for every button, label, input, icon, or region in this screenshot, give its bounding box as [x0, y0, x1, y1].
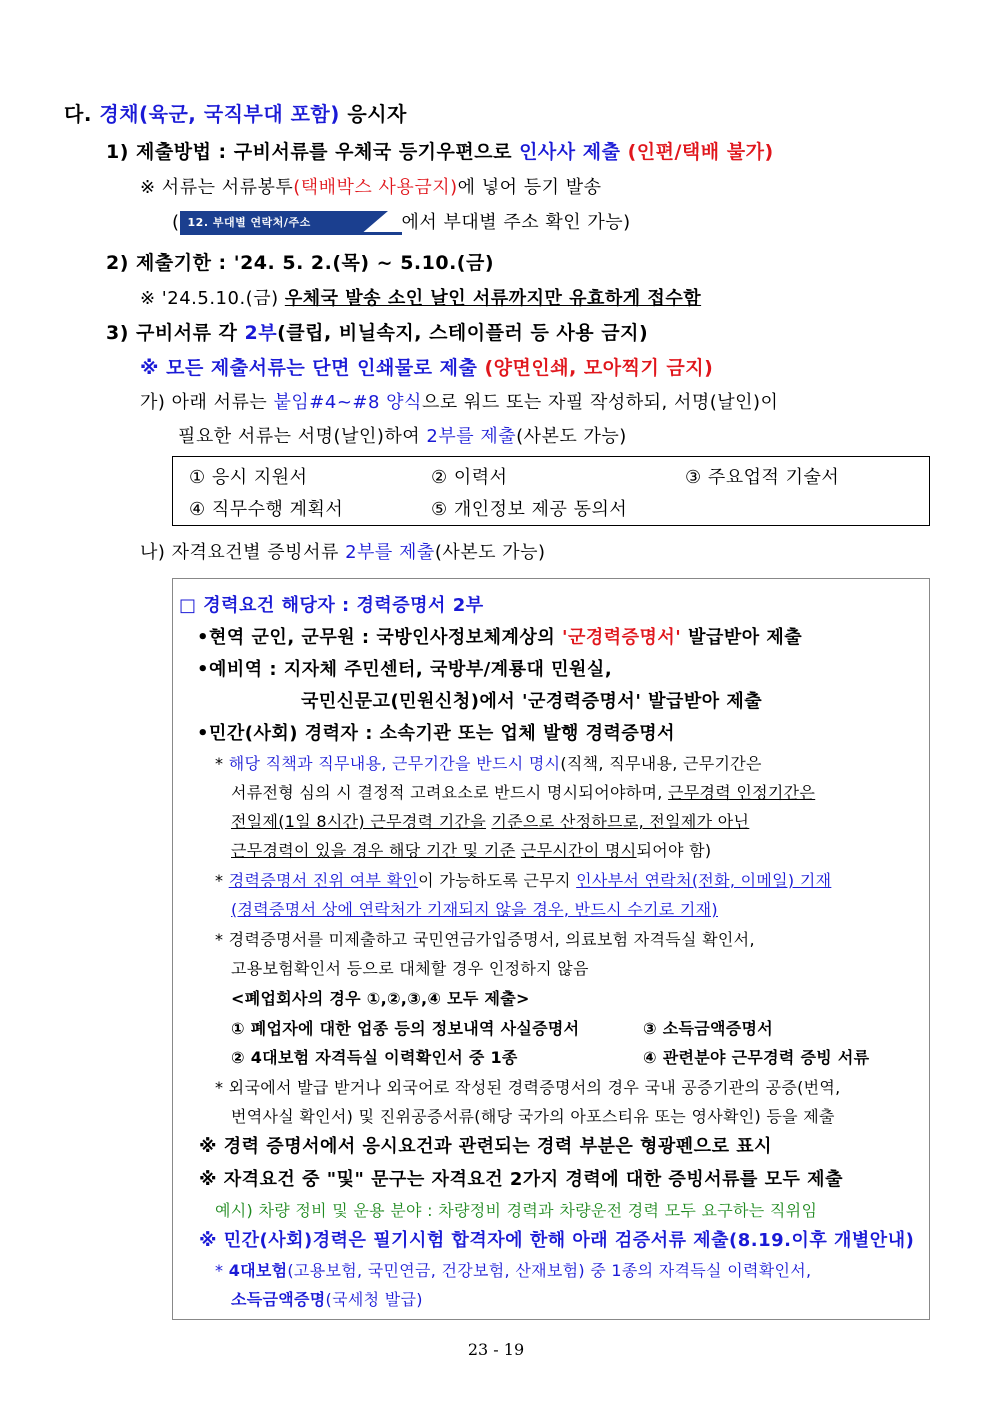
- closed-doc-3: ③ 소득금액증명서: [643, 1019, 774, 1038]
- note-verification: ※ 민간(사회)경력은 필기시험 합격자에 한해 아래 검증서류 제출(8.19.이후 개별안내): [199, 1230, 915, 1251]
- sub2-line2: (경력증명서 상에 연락처가 기재되지 않을 경우, 반드시 수기로 기재): [231, 900, 718, 919]
- bullet-reserve-cont: 국민신문고(민원신청)에서 '군경력증명서' 발급받아 제출: [301, 691, 763, 712]
- example-line: 예시) 차량 정비 및 운용 분야 : 차량정비 경력과 차량운전 경력 모두 요구하는 직위임: [215, 1201, 818, 1220]
- verify-line1: * 4대보험(고용보험, 국민연금, 건강보험, 산재보험) 중 1종의 자격득실 이력확인서,: [215, 1261, 812, 1280]
- item1-heading: 1) 제출방법 : 구비서류를 우체국 등기우편으로 인사사 제출 (인편/택배 불가): [106, 141, 774, 163]
- item3-note: ※ 모든 제출서류는 단면 인쇄물로 제출 (양면인쇄, 모아찍기 금지): [140, 357, 714, 379]
- doc-item: ② 이력서: [431, 467, 508, 488]
- closed-doc-4: ④ 관련분야 근무경력 증빙 서류: [643, 1048, 870, 1067]
- ga-line1: 가) 아래 서류는 붙임#4~#8 양식으로 워드 또는 자필 작성하되, 서명(날인)이: [140, 392, 779, 413]
- career-requirements-box: [172, 578, 930, 1320]
- closed-doc-2: ② 4대보험 자격득실 이력확인서 중 1종: [231, 1048, 518, 1067]
- sub1-line1: * 해당 직책과 직무내용, 근무기간을 반드시 명시(직책, 직무내용, 근무기간은: [215, 754, 762, 773]
- doc-item: ④ 직무수행 계획서: [189, 499, 344, 520]
- bullet-civilian: •민간(사회) 경력자 : 소속기관 또는 업체 발행 경력증명서: [197, 723, 676, 744]
- closed-doc-1: ① 폐업자에 대한 업종 등의 정보내역 사실증명서: [231, 1019, 580, 1038]
- section-heading: 다. 경채(육군, 국직부대 포함) 응시자: [64, 102, 407, 126]
- bullet-reserve: •예비역 : 지자체 주민센터, 국방부/계룡대 민원실,: [197, 659, 613, 680]
- sub1-line3: 전일제(1일 8시간) 근무경력 기간을 기준으로 산정하므로, 전일제가 아닌: [231, 812, 750, 831]
- note-highlight: ※ 경력 증명서에서 응시요건과 관련되는 경력 부분은 형광펜으로 표시: [199, 1136, 772, 1157]
- verify-line2: 소득금액증명(국세청 발급): [231, 1290, 423, 1309]
- item2-heading: 2) 제출기한 : '24. 5. 2.(목) ~ 5.10.(금): [106, 252, 495, 274]
- sub3-line2: 고용보험확인서 등으로 대체할 경우 인정하지 않음: [231, 959, 589, 978]
- page-number: 23 - 19: [467, 1340, 525, 1359]
- na-line: 나) 자격요건별 증빙서류 2부를 제출(사본도 가능): [140, 542, 546, 563]
- required-docs-box: [172, 456, 930, 526]
- box-title: □ 경력요건 해당자 : 경력증명서 2부: [179, 595, 484, 616]
- sub3-line1: * 경력증명서를 미제출하고 국민연금가입증명서, 의료보험 자격득실 확인서,: [215, 930, 755, 949]
- item1-address-note: ( 12. 부대별 연락처/주소 에서 부대별 주소 확인 가능): [172, 212, 631, 233]
- sub1-line4: 근무경력이 있을 경우 해당 기간 및 기준 근무시간이 명시되어야 함): [231, 841, 712, 860]
- bullet-active-duty: •현역 군인, 군무원 : 국방인사정보체계상의 '군경력증명서' 발급받아 제출: [197, 627, 803, 648]
- item3-heading: 3) 구비서류 각 2부(클립, 비닐속지, 스테이플러 등 사용 금지): [106, 322, 649, 344]
- unit-contact-tab: 12. 부대별 연락처/주소: [180, 211, 402, 235]
- sub4-line2: 번역사실 확인서) 및 진위공증서류(해당 국가의 아포스티유 또는 영사확인) 등을 제출: [231, 1107, 835, 1126]
- ga-line2: 필요한 서류는 서명(날인)하여 2부를 제출(사본도 가능): [178, 426, 627, 447]
- closed-company-title: <폐업회사의 경우 ①,②,③,④ 모두 제출>: [231, 989, 530, 1008]
- item1-note: ※ 서류는 서류봉투(택배박스 사용금지)에 넣어 등기 발송: [140, 177, 602, 198]
- doc-item: ① 응시 지원서: [189, 467, 308, 488]
- item2-note: ※ '24.5.10.(금) 우체국 발송 소인 날인 서류까지만 유효하게 접수함: [140, 288, 702, 309]
- sub4-line1: * 외국에서 발급 받거나 외국어로 작성된 경력증명서의 경우 국내 공증기관의 공증(번역,: [215, 1078, 841, 1097]
- doc-item: ⑤ 개인정보 제공 동의서: [431, 499, 628, 520]
- note-both-docs: ※ 자격요건 중 "및" 문구는 자격요건 2가지 경력에 대한 증빙서류를 모두 제출: [199, 1169, 843, 1190]
- doc-item: ③ 주요업적 기술서: [685, 467, 840, 488]
- sub1-line2: 서류전형 심의 시 결정적 고려요소로 반드시 명시되어야하며, 근무경력 인정기간은: [231, 783, 816, 802]
- sub2-line1: * 경력증명서 진위 여부 확인이 가능하도록 근무지 인사부서 연락처(전화, 이메일) 기재: [215, 871, 832, 890]
